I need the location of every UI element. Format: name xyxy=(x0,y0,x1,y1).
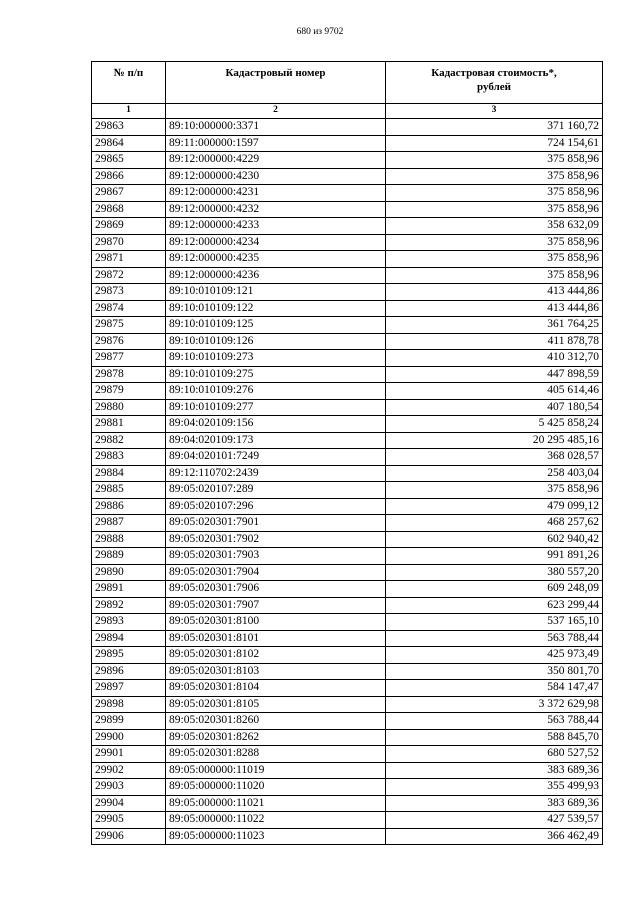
row-number: 29891 xyxy=(92,581,166,598)
cadastral-number: 89:05:020301:8103 xyxy=(166,663,386,680)
table-row xyxy=(92,251,603,268)
cadastral-value: 413 444,86 xyxy=(386,300,603,317)
cadastral-value: 410 312,70 xyxy=(386,350,603,367)
table-row xyxy=(92,828,603,845)
table-row xyxy=(92,416,603,433)
cadastral-value: 588 845,70 xyxy=(386,729,603,746)
row-number: 29885 xyxy=(92,482,166,499)
cadastral-number: 89:10:000000:3371 xyxy=(166,119,386,136)
cadastral-number: 89:10:010109:276 xyxy=(166,383,386,400)
table-row xyxy=(92,119,603,136)
cadastral-number: 89:05:020301:8100 xyxy=(166,614,386,631)
cadastral-value: 724 154,61 xyxy=(386,135,603,152)
table-row xyxy=(92,515,603,532)
cadastral-number: 89:11:000000:1597 xyxy=(166,135,386,152)
cadastral-value: 584 147,47 xyxy=(386,680,603,697)
cadastral-value: 361 764,25 xyxy=(386,317,603,334)
table-header-row xyxy=(92,62,603,104)
row-number: 29896 xyxy=(92,663,166,680)
row-number: 29900 xyxy=(92,729,166,746)
column-header-cadastral-number: Кадастровый номер xyxy=(166,62,386,104)
cadastral-value: 563 788,44 xyxy=(386,713,603,730)
table-row xyxy=(92,383,603,400)
cadastral-value-table xyxy=(91,61,603,845)
row-number: 29901 xyxy=(92,746,166,763)
row-number: 29892 xyxy=(92,597,166,614)
table-row xyxy=(92,548,603,565)
row-number: 29890 xyxy=(92,564,166,581)
cadastral-number: 89:05:020301:7903 xyxy=(166,548,386,565)
table-row xyxy=(92,135,603,152)
cadastral-number: 89:12:000000:4235 xyxy=(166,251,386,268)
cadastral-value: 358 632,09 xyxy=(386,218,603,235)
cadastral-number: 89:12:000000:4232 xyxy=(166,201,386,218)
table-row xyxy=(92,152,603,169)
table-row xyxy=(92,465,603,482)
table-row xyxy=(92,185,603,202)
cadastral-number: 89:10:010109:126 xyxy=(166,333,386,350)
table-row xyxy=(92,614,603,631)
row-number: 29873 xyxy=(92,284,166,301)
cadastral-value: 375 858,96 xyxy=(386,251,603,268)
table-row xyxy=(92,218,603,235)
cadastral-value: 411 878,78 xyxy=(386,333,603,350)
cadastral-number: 89:05:020301:7902 xyxy=(166,531,386,548)
cadastral-number: 89:05:000000:11022 xyxy=(166,812,386,829)
cadastral-value: 383 689,36 xyxy=(386,762,603,779)
table-row xyxy=(92,597,603,614)
cadastral-number: 89:04:020101:7249 xyxy=(166,449,386,466)
cadastral-number: 89:05:000000:11020 xyxy=(166,779,386,796)
column-index-1: 1 xyxy=(92,104,166,119)
cadastral-value: 680 527,52 xyxy=(386,746,603,763)
cadastral-value: 991 891,26 xyxy=(386,548,603,565)
table-row xyxy=(92,498,603,515)
row-number: 29869 xyxy=(92,218,166,235)
column-header-cadastral-value: Кадастровая стоимость*, рублей xyxy=(386,62,603,104)
row-number: 29898 xyxy=(92,696,166,713)
cadastral-number: 89:05:000000:11019 xyxy=(166,762,386,779)
table-row xyxy=(92,729,603,746)
table-row xyxy=(92,762,603,779)
column-header-number: № п/п xyxy=(92,62,166,104)
cadastral-value: 3 372 629,98 xyxy=(386,696,603,713)
cadastral-value: 623 299,44 xyxy=(386,597,603,614)
cadastral-value: 407 180,54 xyxy=(386,399,603,416)
row-number: 29886 xyxy=(92,498,166,515)
cadastral-value: 537 165,10 xyxy=(386,614,603,631)
row-number: 29878 xyxy=(92,366,166,383)
cadastral-value: 468 257,62 xyxy=(386,515,603,532)
table-row xyxy=(92,482,603,499)
cadastral-number: 89:05:020107:289 xyxy=(166,482,386,499)
cadastral-value: 375 858,96 xyxy=(386,234,603,251)
table-row xyxy=(92,399,603,416)
cadastral-number: 89:12:000000:4229 xyxy=(166,152,386,169)
cadastral-value: 375 858,96 xyxy=(386,152,603,169)
cadastral-value: 258 403,04 xyxy=(386,465,603,482)
column-index-3: 3 xyxy=(386,104,603,119)
cadastral-value: 405 614,46 xyxy=(386,383,603,400)
cadastral-value: 368 028,57 xyxy=(386,449,603,466)
row-number: 29905 xyxy=(92,812,166,829)
table-row xyxy=(92,746,603,763)
table-body xyxy=(92,119,603,845)
cadastral-number: 89:05:020301:8101 xyxy=(166,630,386,647)
cadastral-number: 89:10:010109:277 xyxy=(166,399,386,416)
table-row xyxy=(92,300,603,317)
cadastral-value: 375 858,96 xyxy=(386,482,603,499)
row-number: 29876 xyxy=(92,333,166,350)
row-number: 29888 xyxy=(92,531,166,548)
table-row xyxy=(92,531,603,548)
row-number: 29871 xyxy=(92,251,166,268)
row-number: 29867 xyxy=(92,185,166,202)
row-number: 29899 xyxy=(92,713,166,730)
row-number: 29903 xyxy=(92,779,166,796)
row-number: 29877 xyxy=(92,350,166,367)
cadastral-number: 89:05:020301:7907 xyxy=(166,597,386,614)
row-number: 29904 xyxy=(92,795,166,812)
table-row xyxy=(92,647,603,664)
cadastral-value: 366 462,49 xyxy=(386,828,603,845)
table-row xyxy=(92,812,603,829)
table-row xyxy=(92,449,603,466)
column-index-row xyxy=(92,104,603,119)
table-row xyxy=(92,564,603,581)
cadastral-number: 89:05:020301:8288 xyxy=(166,746,386,763)
table-row xyxy=(92,779,603,796)
cadastral-number: 89:05:020301:8104 xyxy=(166,680,386,697)
row-number: 29866 xyxy=(92,168,166,185)
row-number: 29881 xyxy=(92,416,166,433)
cadastral-number: 89:05:020301:7906 xyxy=(166,581,386,598)
cadastral-number: 89:04:020109:156 xyxy=(166,416,386,433)
row-number: 29906 xyxy=(92,828,166,845)
cadastral-number: 89:12:110702:2439 xyxy=(166,465,386,482)
cadastral-number: 89:05:020301:8102 xyxy=(166,647,386,664)
table-row xyxy=(92,201,603,218)
cadastral-value: 375 858,96 xyxy=(386,185,603,202)
table-row xyxy=(92,696,603,713)
row-number: 29879 xyxy=(92,383,166,400)
cadastral-number: 89:05:020301:8262 xyxy=(166,729,386,746)
row-number: 29884 xyxy=(92,465,166,482)
table-row xyxy=(92,234,603,251)
table-row xyxy=(92,366,603,383)
cadastral-value: 350 801,70 xyxy=(386,663,603,680)
table-row xyxy=(92,680,603,697)
cadastral-number: 89:12:000000:4231 xyxy=(166,185,386,202)
table-row xyxy=(92,432,603,449)
cadastral-number: 89:12:000000:4234 xyxy=(166,234,386,251)
cadastral-value: 375 858,96 xyxy=(386,267,603,284)
cadastral-number: 89:10:010109:121 xyxy=(166,284,386,301)
cadastral-number: 89:12:000000:4233 xyxy=(166,218,386,235)
table-row xyxy=(92,581,603,598)
row-number: 29872 xyxy=(92,267,166,284)
cadastral-value: 375 858,96 xyxy=(386,201,603,218)
cadastral-value: 355 499,93 xyxy=(386,779,603,796)
cadastral-value: 425 973,49 xyxy=(386,647,603,664)
cadastral-number: 89:12:000000:4236 xyxy=(166,267,386,284)
cadastral-number: 89:05:000000:11023 xyxy=(166,828,386,845)
cadastral-number: 89:10:010109:275 xyxy=(166,366,386,383)
cadastral-number: 89:05:020301:7904 xyxy=(166,564,386,581)
cadastral-number: 89:05:020301:8105 xyxy=(166,696,386,713)
table-row xyxy=(92,795,603,812)
table-row xyxy=(92,317,603,334)
row-number: 29893 xyxy=(92,614,166,631)
cadastral-value: 375 858,96 xyxy=(386,168,603,185)
cadastral-value: 383 689,36 xyxy=(386,795,603,812)
cadastral-value: 447 898,59 xyxy=(386,366,603,383)
cadastral-value: 609 248,09 xyxy=(386,581,603,598)
row-number: 29880 xyxy=(92,399,166,416)
cadastral-value: 602 940,42 xyxy=(386,531,603,548)
table-row xyxy=(92,350,603,367)
table-row xyxy=(92,284,603,301)
cadastral-number: 89:05:000000:11021 xyxy=(166,795,386,812)
table-row xyxy=(92,713,603,730)
cadastral-value: 380 557,20 xyxy=(386,564,603,581)
row-number: 29883 xyxy=(92,449,166,466)
row-number: 29865 xyxy=(92,152,166,169)
row-number: 29902 xyxy=(92,762,166,779)
row-number: 29868 xyxy=(92,201,166,218)
row-number: 29895 xyxy=(92,647,166,664)
row-number: 29887 xyxy=(92,515,166,532)
cadastral-value: 563 788,44 xyxy=(386,630,603,647)
cadastral-value: 427 539,57 xyxy=(386,812,603,829)
cadastral-number: 89:12:000000:4230 xyxy=(166,168,386,185)
cadastral-value: 20 295 485,16 xyxy=(386,432,603,449)
table-row xyxy=(92,267,603,284)
page-number-header: 680 из 9702 xyxy=(296,27,344,37)
cadastral-number: 89:05:020301:7901 xyxy=(166,515,386,532)
table-row xyxy=(92,630,603,647)
row-number: 29874 xyxy=(92,300,166,317)
row-number: 29882 xyxy=(92,432,166,449)
cadastral-number: 89:10:010109:273 xyxy=(166,350,386,367)
cadastral-number: 89:05:020301:8260 xyxy=(166,713,386,730)
row-number: 29870 xyxy=(92,234,166,251)
cadastral-number: 89:04:020109:173 xyxy=(166,432,386,449)
row-number: 29897 xyxy=(92,680,166,697)
row-number: 29894 xyxy=(92,630,166,647)
column-index-2: 2 xyxy=(166,104,386,119)
row-number: 29875 xyxy=(92,317,166,334)
cadastral-value: 413 444,86 xyxy=(386,284,603,301)
cadastral-number: 89:10:010109:122 xyxy=(166,300,386,317)
cadastral-number: 89:10:010109:125 xyxy=(166,317,386,334)
row-number: 29889 xyxy=(92,548,166,565)
table-row xyxy=(92,663,603,680)
cadastral-number: 89:05:020107:296 xyxy=(166,498,386,515)
cadastral-value: 371 160,72 xyxy=(386,119,603,136)
table-row xyxy=(92,168,603,185)
row-number: 29864 xyxy=(92,135,166,152)
cadastral-value: 479 099,12 xyxy=(386,498,603,515)
row-number: 29863 xyxy=(92,119,166,136)
cadastral-value: 5 425 858,24 xyxy=(386,416,603,433)
table-row xyxy=(92,333,603,350)
